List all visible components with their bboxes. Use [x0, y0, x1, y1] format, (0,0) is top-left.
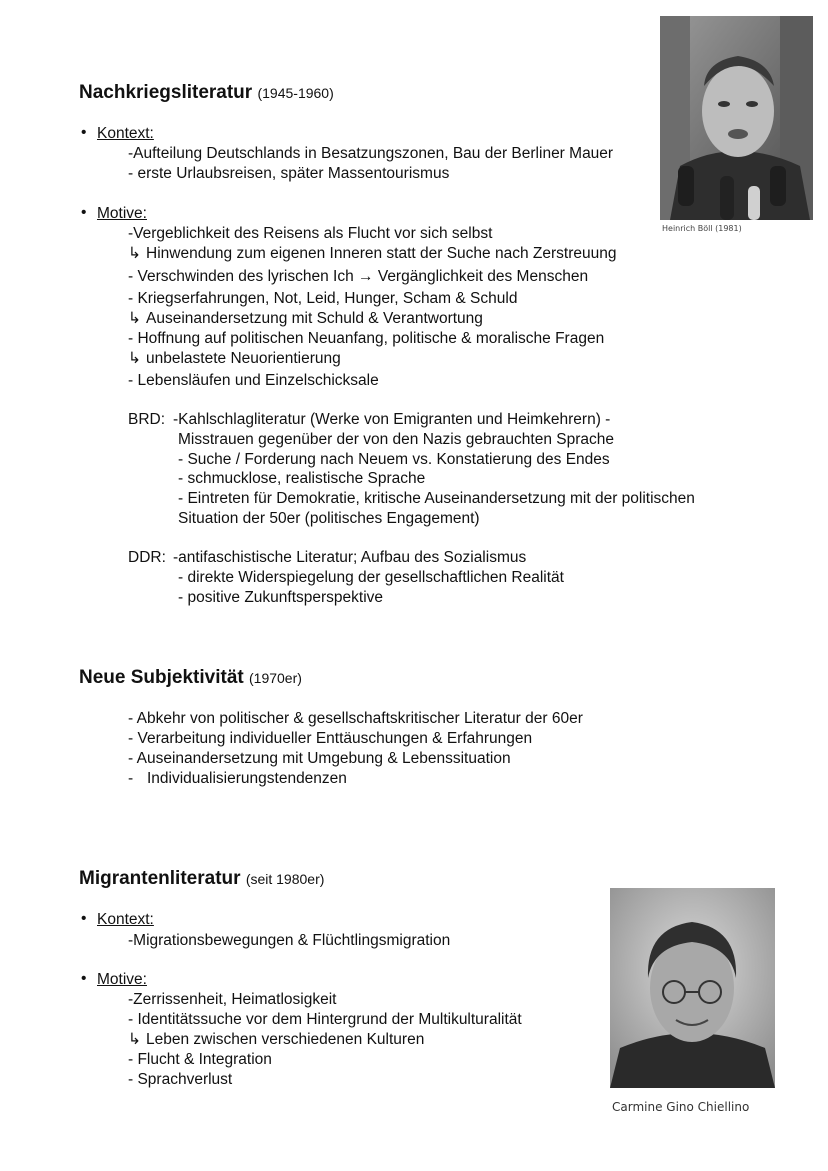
section-title-text: Migrantenliteratur	[79, 868, 241, 889]
list-item: - Sprachverlust	[128, 1071, 233, 1088]
list-item: Situation der 50er (politisches Engagement)	[178, 510, 480, 527]
section-period: (1945-1960)	[257, 85, 334, 101]
list-item: - Eintreten für Demokratie, kritische Auseinandersetzung mit der politischen	[178, 490, 695, 507]
list-item: -Zerrissenheit, Heimatlosigkeit	[128, 991, 337, 1008]
list-item: - Flucht & Integration	[128, 1051, 272, 1068]
list-item: Individualisierungstendenzen	[147, 770, 347, 787]
section-title-nachkriegsliteratur	[79, 82, 334, 104]
list-item: - direkte Widerspiegelung der gesellschaftlichen Realität	[178, 569, 564, 586]
list-item: - Auseinandersetzung mit Umgebung & Lebenssituation	[128, 750, 511, 767]
list-item: Leben zwischen verschiedenen Kulturen	[146, 1031, 425, 1048]
list-item: - Abkehr von politischer & gesellschaftskritischer Literatur der 60er	[128, 710, 583, 727]
bullet-icon: •	[81, 124, 87, 141]
photo-caption-boell: Heinrich Böll (1981)	[662, 224, 742, 233]
list-item: - Verschwinden des lyrischen Ich → Vergänglichkeit des Menschen	[128, 268, 589, 285]
list-item: Hinwendung zum eigenen Inneren statt der Suche nach Zerstreuung	[146, 245, 617, 262]
arrow-icon: ↳	[128, 1031, 141, 1048]
section-title-neue-subjektivitaet	[79, 667, 302, 689]
list-item: - Identitätssuche vor dem Hintergrund der Multikulturalität	[128, 1011, 522, 1028]
section-title-migrantenliteratur	[79, 868, 324, 890]
section-period: (seit 1980er)	[245, 871, 325, 887]
arrow-icon: ↳	[128, 310, 141, 327]
kontext-label: Kontext:	[97, 911, 154, 928]
list-item: - Verarbeitung individueller Enttäuschungen & Erfahrungen	[128, 730, 533, 747]
arrow-icon: ↳	[128, 350, 141, 367]
list-item: -Kahlschlagliteratur (Werke von Emigranten und Heimkehrern) -	[173, 411, 611, 428]
ddr-label: DDR:	[128, 549, 166, 566]
list-item: - erste Urlaubsreisen, später Massentourismus	[128, 165, 450, 182]
list-item: - Hoffnung auf politischen Neuanfang, politische & moralische Fragen	[128, 330, 605, 347]
list-item: - schmucklose, realistische Sprache	[178, 470, 426, 487]
kontext-label: Kontext:	[97, 125, 154, 142]
list-item: - Lebensläufen und Einzelschicksale	[128, 372, 379, 389]
list-item: Misstrauen gegenüber der von den Nazis gebrauchten Sprache	[178, 431, 614, 448]
list-item: Auseinandersetzung mit Schuld & Verantwortung	[146, 310, 483, 327]
bullet-icon: •	[81, 970, 87, 987]
list-item: -antifaschistische Literatur; Aufbau des Sozialismus	[173, 549, 527, 566]
section-title-text: Neue Subjektivität	[79, 667, 244, 688]
list-item: - Kriegserfahrungen, Not, Leid, Hunger, Scham & Schuld	[128, 290, 518, 307]
photo-caption-chiellino: Carmine Gino Chiellino	[612, 1100, 750, 1114]
motive-label: Motive:	[97, 205, 147, 222]
bullet-icon: •	[81, 910, 87, 927]
list-item: -Aufteilung Deutschlands in Besatzungszonen, Bau der Berliner Mauer	[128, 145, 614, 162]
list-item: unbelastete Neuorientierung	[146, 350, 341, 367]
photo-carmine-gino-chiellino	[610, 888, 775, 1088]
list-item: - Suche / Forderung nach Neuem vs. Konstatierung des Endes	[178, 451, 610, 468]
portrait-image	[660, 16, 813, 220]
motive-label: Motive:	[97, 971, 147, 988]
bullet-icon: •	[81, 204, 87, 221]
section-period: (1970er)	[249, 670, 302, 686]
portrait-image	[610, 888, 775, 1088]
list-item: - positive Zukunftsperspektive	[178, 589, 384, 606]
section-title-text: Nachkriegsliteratur	[79, 82, 253, 103]
list-item: -Vergeblichkeit des Reisens als Flucht vor sich selbst	[128, 225, 493, 242]
list-item: -Migrationsbewegungen & Flüchtlingsmigration	[128, 932, 451, 949]
arrow-icon: ↳	[128, 245, 141, 262]
brd-label: BRD:	[128, 411, 166, 428]
dash-marker: -	[128, 770, 134, 787]
photo-heinrich-boell	[660, 16, 813, 220]
